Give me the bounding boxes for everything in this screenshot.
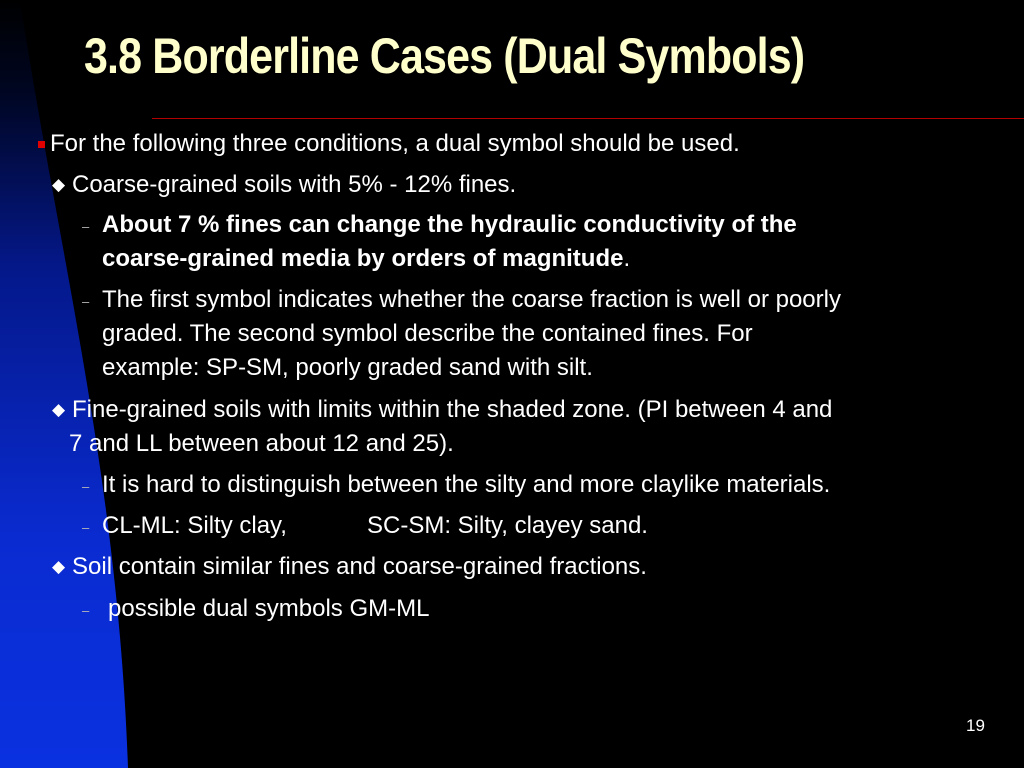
bullet-1-sub-1-line-1: About 7 % fines can change the hydraulic conductivity of the [102,211,797,238]
bullet-1-sub-1-suffix: . [623,245,631,272]
title-divider [152,118,1024,119]
page-number: 19 [966,716,985,735]
bullet-1-sub-1-bold: coarse-grained media by orders of magnitude [102,245,624,272]
bullet-1-sub-1-line-2 [102,242,630,276]
bullet-2-sub-2-a: CL-ML: Silty clay, [102,512,287,539]
dash-bullet-icon: – [82,603,90,618]
bullet-2-sub-2-b: SC-SM: Silty, clayey sand. [367,512,648,539]
intro-text: For the following three conditions, a dual symbol should be used. [50,130,740,157]
bullet-1-sub-2-line-1: The first symbol indicates whether the coarse fraction is well or poorly [102,286,841,313]
dash-bullet-icon: – [82,294,90,309]
dash-bullet-icon: – [82,219,90,234]
diamond-bullet-icon: ◆ [52,175,66,194]
bullet-2-line-2: 7 and LL between about 12 and 25). [69,430,454,457]
bullet-1-sub-2-line-2: graded. The second symbol describe the contained fines. For [102,320,753,347]
dash-bullet-icon: – [82,479,90,494]
bullet-1-text: Coarse-grained soils with 5% - 12% fines. [72,171,517,198]
bullet-1-sub-2-line-3: example: SP-SM, poorly graded sand with silt. [102,354,593,381]
square-bullet-icon [38,141,45,148]
bullet-3-sub-1: possible dual symbols GM-ML [108,595,430,622]
slide-title: 3.8 Borderline Cases (Dual Symbols) [84,28,805,84]
bullet-2-line-1: Fine-grained soils with limits within the shaded zone. (PI between 4 and [72,396,833,423]
diamond-bullet-icon: ◆ [52,400,66,419]
bullet-2-sub-1: It is hard to distinguish between the silty and more claylike materials. [102,471,831,498]
diamond-bullet-icon: ◆ [52,557,66,576]
bullet-3-text: Soil contain similar fines and coarse-grained fractions. [72,553,647,580]
dash-bullet-icon: – [82,520,90,535]
